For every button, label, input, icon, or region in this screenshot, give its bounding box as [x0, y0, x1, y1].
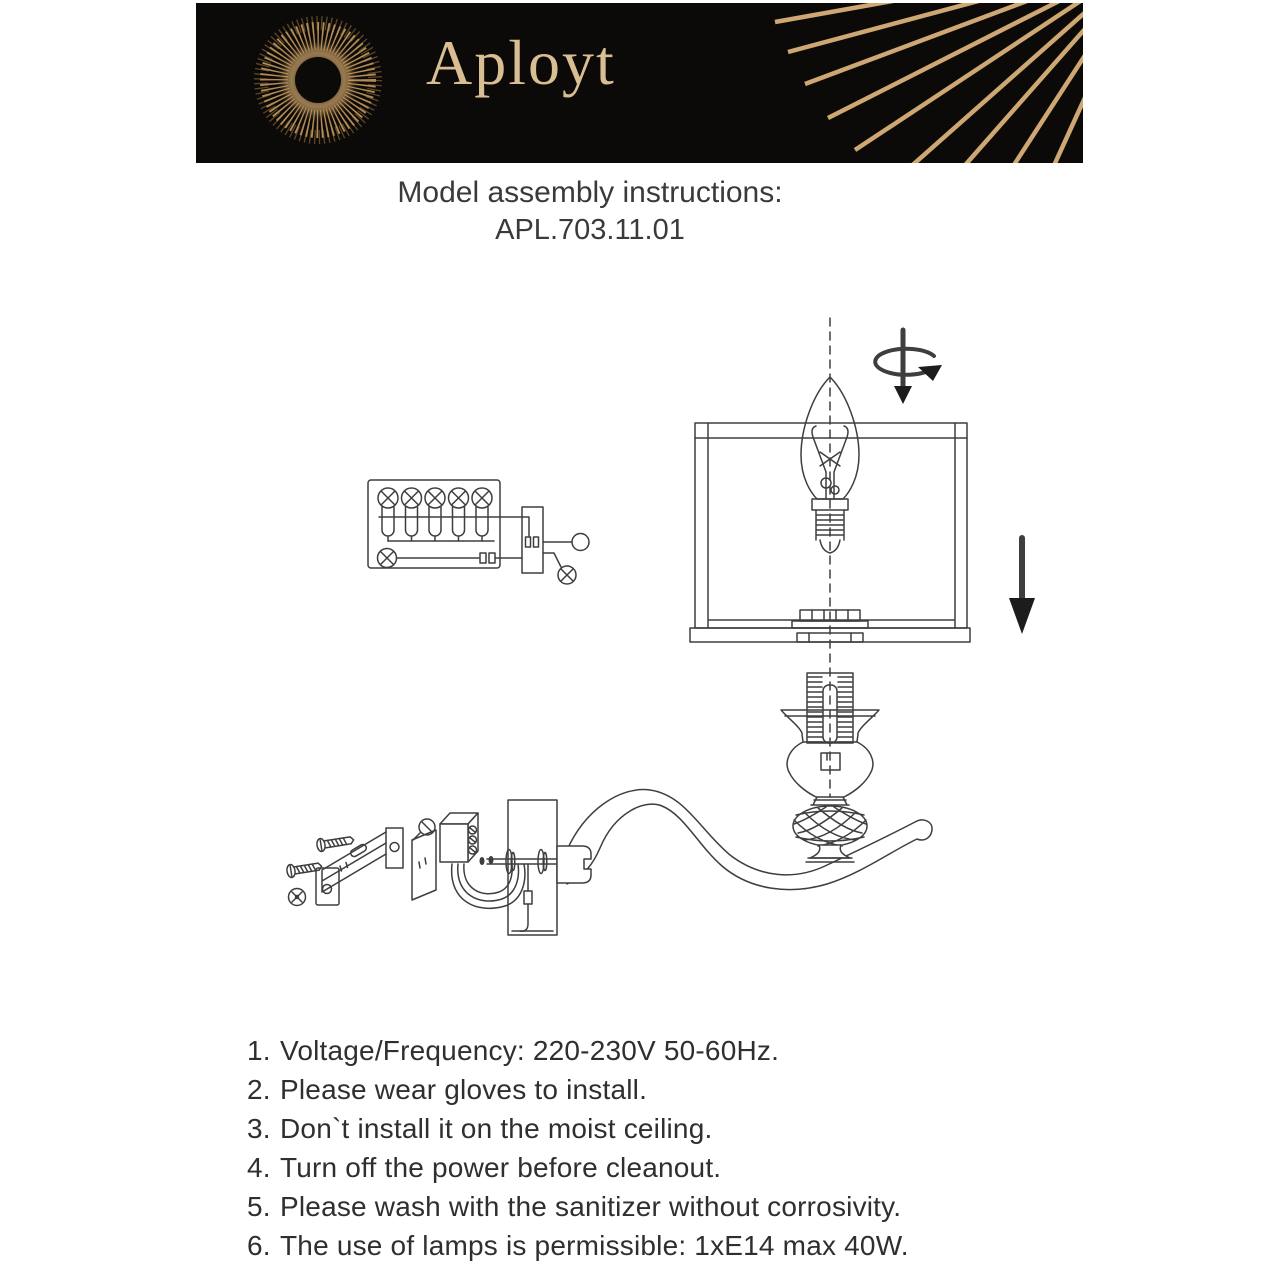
- down-arrow-icon: [1009, 538, 1035, 634]
- spacer-plate: [412, 830, 436, 900]
- instruction-number: 4.: [247, 1152, 271, 1183]
- instruction-number: 2.: [247, 1074, 271, 1105]
- sconce-arm: [557, 790, 932, 890]
- brand-name: Aployt: [426, 27, 616, 98]
- wall-bracket-exploded-view: [286, 800, 557, 935]
- page-title: Model assembly instructions:: [397, 176, 783, 209]
- instruction-number: 6.: [247, 1230, 271, 1261]
- instructions-list: [247, 1031, 909, 1265]
- wall-plate: [508, 800, 557, 935]
- instruction-text: Please wear gloves to install.: [280, 1074, 648, 1105]
- arm-clamp-block: [557, 846, 591, 883]
- instruction-number: 1.: [247, 1035, 271, 1066]
- instruction-number: 5.: [247, 1191, 271, 1222]
- instruction-text: Turn off the power before cleanout.: [280, 1152, 722, 1183]
- terminal-block: [440, 813, 478, 862]
- rotate-around-axis-arrow-icon: [875, 330, 942, 404]
- instruction-text: The use of lamps is permissible: 1xE14 max 40W.: [280, 1230, 909, 1261]
- instruction-item: [247, 1109, 909, 1148]
- instruction-item: [247, 1187, 909, 1226]
- instruction-text: Please wash with the sanitizer without corrosivity.: [280, 1191, 902, 1222]
- instruction-text: Voltage/Frequency: 220-230V 50-60Hz.: [280, 1035, 780, 1066]
- model-number: APL.703.11.01: [495, 214, 685, 246]
- instruction-item: [247, 1226, 909, 1265]
- instruction-item: [247, 1148, 909, 1187]
- phillips-screw-head-icon: [289, 889, 306, 906]
- instruction-number: 3.: [247, 1113, 271, 1144]
- instruction-item: [247, 1031, 909, 1070]
- socket-stem-on-arm: [781, 318, 879, 862]
- instruction-item: [247, 1070, 909, 1109]
- instruction-text: Don`t install it on the moist ceiling.: [280, 1113, 713, 1144]
- mounting-screw-icon: [316, 833, 355, 852]
- wiring-diagram: [368, 480, 589, 584]
- lamp-symbols: [378, 488, 492, 508]
